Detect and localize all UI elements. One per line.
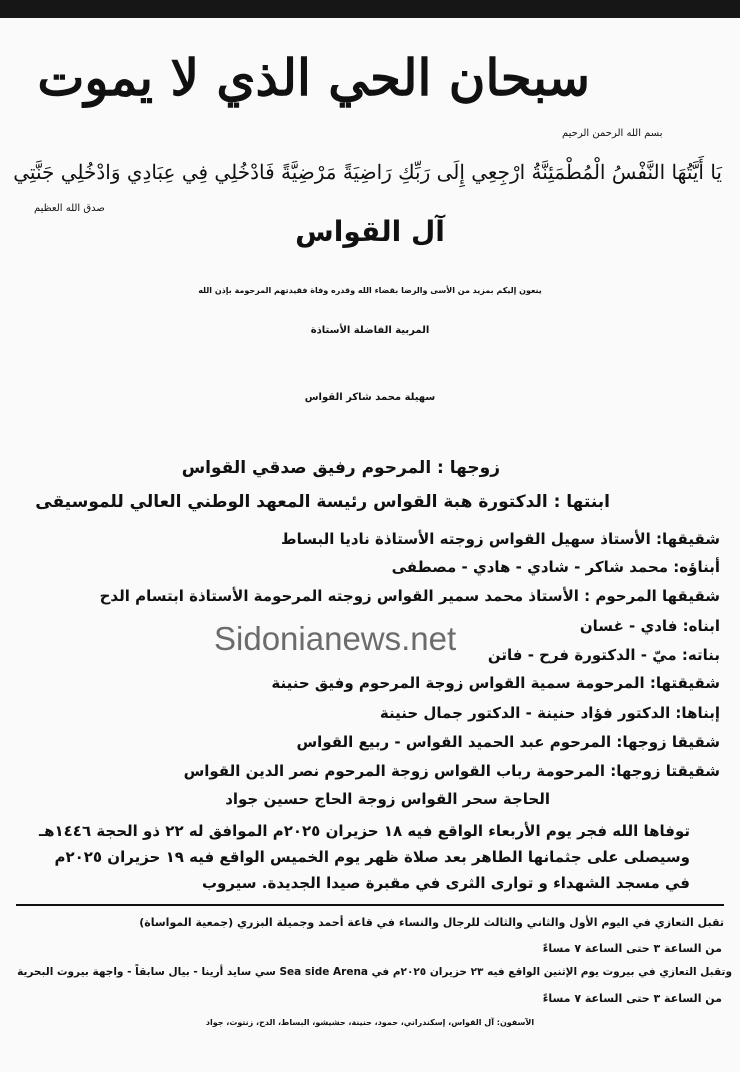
quran-verse: يَا أَيَّتُهَا النَّفْسُ الْمُطْمَئِنَّةُ ارْجِعِي إِلَى رَبِّكِ رَاضِيَةً مَرْضِيَّةً فَادْخُلِي فِي عِبَادِي وَادْخُلِي جَنَّتِي	[13, 160, 722, 184]
deceased-title: المربية الفاضلة الأستاذة	[310, 325, 430, 336]
announcement-text: ينعون إليكم بمزيد من الأسى والرضا بقضاء الله وقدره وفاة فقيدتهم المرحومة بإذن الله	[198, 286, 542, 295]
relative-line: شقيقا زوجها: المرحوم عبد الحميد القواس - ربيع القواس	[296, 733, 720, 751]
relative-line: ابناه: فادي - غسان	[579, 617, 720, 635]
relative-line: زوجها : المرحوم رفيق صدقي القواس	[181, 458, 500, 478]
watermark: Sidonianews.net	[214, 620, 457, 657]
bismillah-text: بسم الله الرحمن الرحيم	[562, 128, 663, 139]
sadaq-text: صدق الله العظيم	[34, 203, 105, 214]
divider	[16, 904, 724, 906]
relative-line: بناته: ميّ - الدكتورة فرح - فاتن	[487, 646, 720, 664]
relative-line: شقيقها: الأستاذ سهيل القواس زوجته الأستاذة ناديا البساط	[280, 530, 720, 548]
relative-line: شقيقتها: المرحومة سمية القواس زوجة المرحوم وفيق حنينة	[271, 674, 720, 692]
relative-line: الحاجة سحر القواس زوجة الحاج حسين جواد	[225, 790, 550, 808]
condolence-line: وتقبل التعازي في بيروت يوم الإثنين الواقع فيه ٢٣ حزيران ٢٠٢٥م في Sea side Arena سي سايد أرينا - بيال سابقاً - واجهة بيروت البحرية	[17, 966, 732, 978]
relative-line: ابنتها : الدكتورة هبة القواس رئيسة المعهد الوطني العالي للموسيقى	[35, 492, 610, 512]
aswafun-line: الآسفون: آل القواس، إسكندراني، حمود، حنينة، حشيشو، البساط، الدح، زنتوت، جواد	[205, 1018, 535, 1027]
condolence-line: من الساعة ٣ حتى الساعة ٧ مساءً	[542, 992, 722, 1005]
relative-line: إبناها: الدكتور فؤاد حنينة - الدكتور جمال حنينة	[379, 704, 720, 722]
condolence-line: تقبل التعازي في اليوم الأول والثاني والثالث للرجال والنساء في قاعة أحمد وجميلة البزري (جمعية المواساة)	[139, 916, 724, 929]
funeral-line: في مسجد الشهداء و توارى الثرى في مقبرة صيدا الجديدة. سيروب	[201, 874, 690, 892]
funeral-line: توفاها الله فجر يوم الأربعاء الواقع فيه ١٨ حزيران ٢٠٢٥م الموافق له ٢٢ ذو الحجة ١٤٤٦هـ	[38, 822, 690, 840]
family-name: آل القواس	[295, 215, 445, 248]
deceased-name: سهيلة محمد شاكر القواس	[304, 392, 436, 403]
relative-line: شقيقها المرحوم : الأستاذ محمد سمير القواس زوجته المرحومة الأستاذة ابتسام الدح	[99, 587, 720, 605]
relative-line: شقيقتا زوجها: المرحومة رباب القواس زوجة المرحوم نصر الدين القواس	[183, 762, 720, 780]
top-bar	[0, 0, 740, 18]
relative-line: أبناؤه: محمد شاكر - شادي - هادي - مصطفى	[391, 558, 720, 576]
condolence-line: من الساعة ٣ حتى الساعة ٧ مساءً	[542, 942, 722, 955]
funeral-line: وسيصلى على جثمانها الطاهر بعد صلاة ظهر يوم الخميس الواقع فيه ١٩ حزيران ٢٠٢٥م	[54, 848, 690, 866]
calligraphy-heading: سبحان الحي الذي لا يموت	[37, 48, 590, 107]
